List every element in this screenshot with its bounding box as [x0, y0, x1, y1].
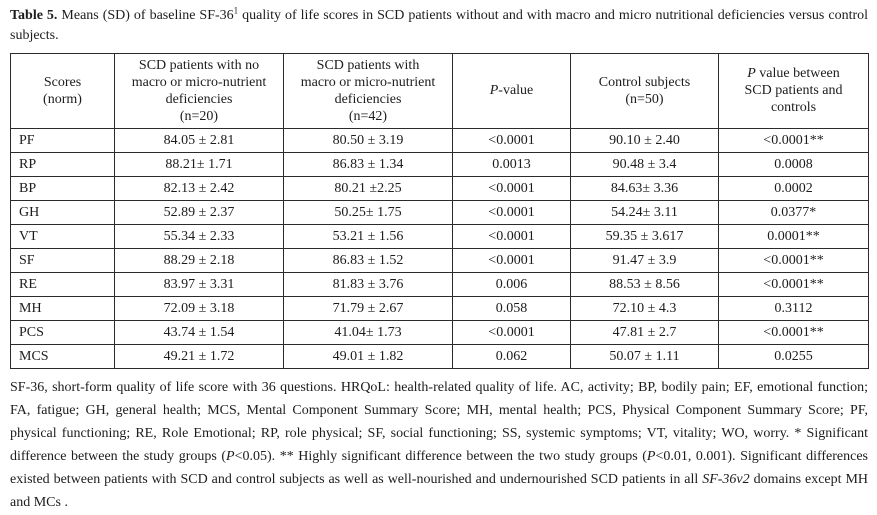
- table-row-mcs: [11, 345, 869, 369]
- control-mean-sd-cell: 88.53 ± 8.56: [571, 273, 719, 297]
- score-label-cell: PCS: [11, 321, 115, 345]
- header-scd-with-deficiencies: SCD patients with macro or micro-nutrient deficiencies (n=42): [284, 53, 453, 128]
- mean-sd-no-deficiency-cell: 84.05 ± 2.81: [115, 129, 284, 153]
- p-value-cell: 0.062: [453, 345, 571, 369]
- mean-sd-no-deficiency-cell: 52.89 ± 2.37: [115, 201, 284, 225]
- score-label-cell: PF: [11, 129, 115, 153]
- p-value-cell: <0.0001: [453, 129, 571, 153]
- table-footnote: SF-36, short-form quality of life score with 36 questions. HRQoL: health-related quality of life. AC, activity; BP, bodily pain; EF, emotional function; FA, fatigue; GH, general health; MCS, Mental Component Summary Score; MH, mental health; PCS, Physical Component Summary Score; PF, physical functioning; RE, Role Emotional; RP, role physical; SF, social functioning; SS, systemic symptoms; VT, vitality; WO, worry. * Significant difference between the study groups (P<0.05). ** Highly significant difference between the two study groups (P<0.01, 0.001). Significant differences existed between patients with SCD and control subjects as well as well-nourished and undernourished SCD patients in all SF-36v2 domains except MH and MCs .: [10, 380, 869, 510]
- table-row-sf: [11, 249, 869, 273]
- p-value-vs-controls-cell: 0.0001**: [719, 225, 869, 249]
- score-label-cell: VT: [11, 225, 115, 249]
- control-mean-sd-cell: 59.35 ± 3.617: [571, 225, 719, 249]
- mean-sd-with-deficiency-cell: 71.79 ± 2.67: [284, 297, 453, 321]
- mean-sd-no-deficiency-cell: 83.97 ± 3.31: [115, 273, 284, 297]
- p-value-cell: <0.0001: [453, 321, 571, 345]
- score-label-cell: BP: [11, 177, 115, 201]
- p-value-cell: <0.0001: [453, 225, 571, 249]
- table-row-pf: [11, 129, 869, 153]
- p-value-vs-controls-cell: <0.0001**: [719, 129, 869, 153]
- p-value-cell: 0.058: [453, 297, 571, 321]
- score-label-cell: RP: [11, 153, 115, 177]
- header-p-value: P-value: [453, 53, 571, 128]
- mean-sd-with-deficiency-cell: 41.04± 1.73: [284, 321, 453, 345]
- control-mean-sd-cell: 54.24± 3.11: [571, 201, 719, 225]
- mean-sd-with-deficiency-cell: 53.21 ± 1.56: [284, 225, 453, 249]
- header-row: [11, 53, 869, 128]
- score-label-cell: SF: [11, 249, 115, 273]
- header-scores-norm: Scores (norm): [11, 53, 115, 128]
- control-mean-sd-cell: 90.48 ± 3.4: [571, 153, 719, 177]
- table-row-vt: [11, 225, 869, 249]
- p-value-vs-controls-cell: 0.3112: [719, 297, 869, 321]
- mean-sd-with-deficiency-cell: 81.83 ± 3.76: [284, 273, 453, 297]
- mean-sd-with-deficiency-cell: 49.01 ± 1.82: [284, 345, 453, 369]
- p-value-cell: <0.0001: [453, 201, 571, 225]
- p-value-cell: <0.0001: [453, 177, 571, 201]
- mean-sd-with-deficiency-cell: 50.25± 1.75: [284, 201, 453, 225]
- score-label-cell: RE: [11, 273, 115, 297]
- score-label-cell: GH: [11, 201, 115, 225]
- p-value-vs-controls-cell: <0.0001**: [719, 321, 869, 345]
- table-caption: Table 5. Means (SD) of baseline $SF-36^1$ quality of life scores in SCD patients without and with macro and micro nutritional deficiencies versus control subjects.: [10, 5, 869, 43]
- mean-sd-no-deficiency-cell: 49.21 ± 1.72: [115, 345, 284, 369]
- p-value-cell: <0.0001: [453, 249, 571, 273]
- control-mean-sd-cell: 47.81 ± 2.7: [571, 321, 719, 345]
- mean-sd-no-deficiency-cell: 43.74 ± 1.54: [115, 321, 284, 345]
- p-value-vs-controls-cell: 0.0377*: [719, 201, 869, 225]
- control-mean-sd-cell: 90.10 ± 2.40: [571, 129, 719, 153]
- p-value-vs-controls-cell: <0.0001**: [719, 273, 869, 297]
- mean-sd-with-deficiency-cell: 80.21 ±2.25: [284, 177, 453, 201]
- table-row-gh: [11, 201, 869, 225]
- table-row-pcs: [11, 321, 869, 345]
- score-label-cell: MCS: [11, 345, 115, 369]
- header-p-value-scd-vs-controls: P value between SCD patients and controls: [719, 53, 869, 128]
- mean-sd-no-deficiency-cell: 82.13 ± 2.42: [115, 177, 284, 201]
- header-scd-no-deficiencies: SCD patients with no macro or micro-nutrient deficiencies (n=20): [115, 53, 284, 128]
- p-value-cell: 0.006: [453, 273, 571, 297]
- mean-sd-no-deficiency-cell: 88.21± 1.71: [115, 153, 284, 177]
- table-row-bp: [11, 177, 869, 201]
- p-value-vs-controls-cell: 0.0255: [719, 345, 869, 369]
- header-control-subjects: Control subjects (n=50): [571, 53, 719, 128]
- mean-sd-with-deficiency-cell: 86.83 ± 1.34: [284, 153, 453, 177]
- mean-sd-no-deficiency-cell: 55.34 ± 2.33: [115, 225, 284, 249]
- mean-sd-with-deficiency-cell: 86.83 ± 1.52: [284, 249, 453, 273]
- mean-sd-no-deficiency-cell: 88.29 ± 2.18: [115, 249, 284, 273]
- control-mean-sd-cell: 84.63± 3.36: [571, 177, 719, 201]
- score-label-cell: MH: [11, 297, 115, 321]
- mean-sd-with-deficiency-cell: 80.50 ± 3.19: [284, 129, 453, 153]
- table-row-rp: [11, 153, 869, 177]
- p-value-vs-controls-cell: 0.0002: [719, 177, 869, 201]
- p-value-cell: 0.0013: [453, 153, 571, 177]
- sf36-scores-table: [10, 53, 869, 369]
- table-row-mh: [11, 297, 869, 321]
- p-value-vs-controls-cell: <0.0001**: [719, 249, 869, 273]
- mean-sd-no-deficiency-cell: 72.09 ± 3.18: [115, 297, 284, 321]
- control-mean-sd-cell: 91.47 ± 3.9: [571, 249, 719, 273]
- table-row-re: [11, 273, 869, 297]
- control-mean-sd-cell: 50.07 ± 1.11: [571, 345, 719, 369]
- p-value-vs-controls-cell: 0.0008: [719, 153, 869, 177]
- control-mean-sd-cell: 72.10 ± 4.3: [571, 297, 719, 321]
